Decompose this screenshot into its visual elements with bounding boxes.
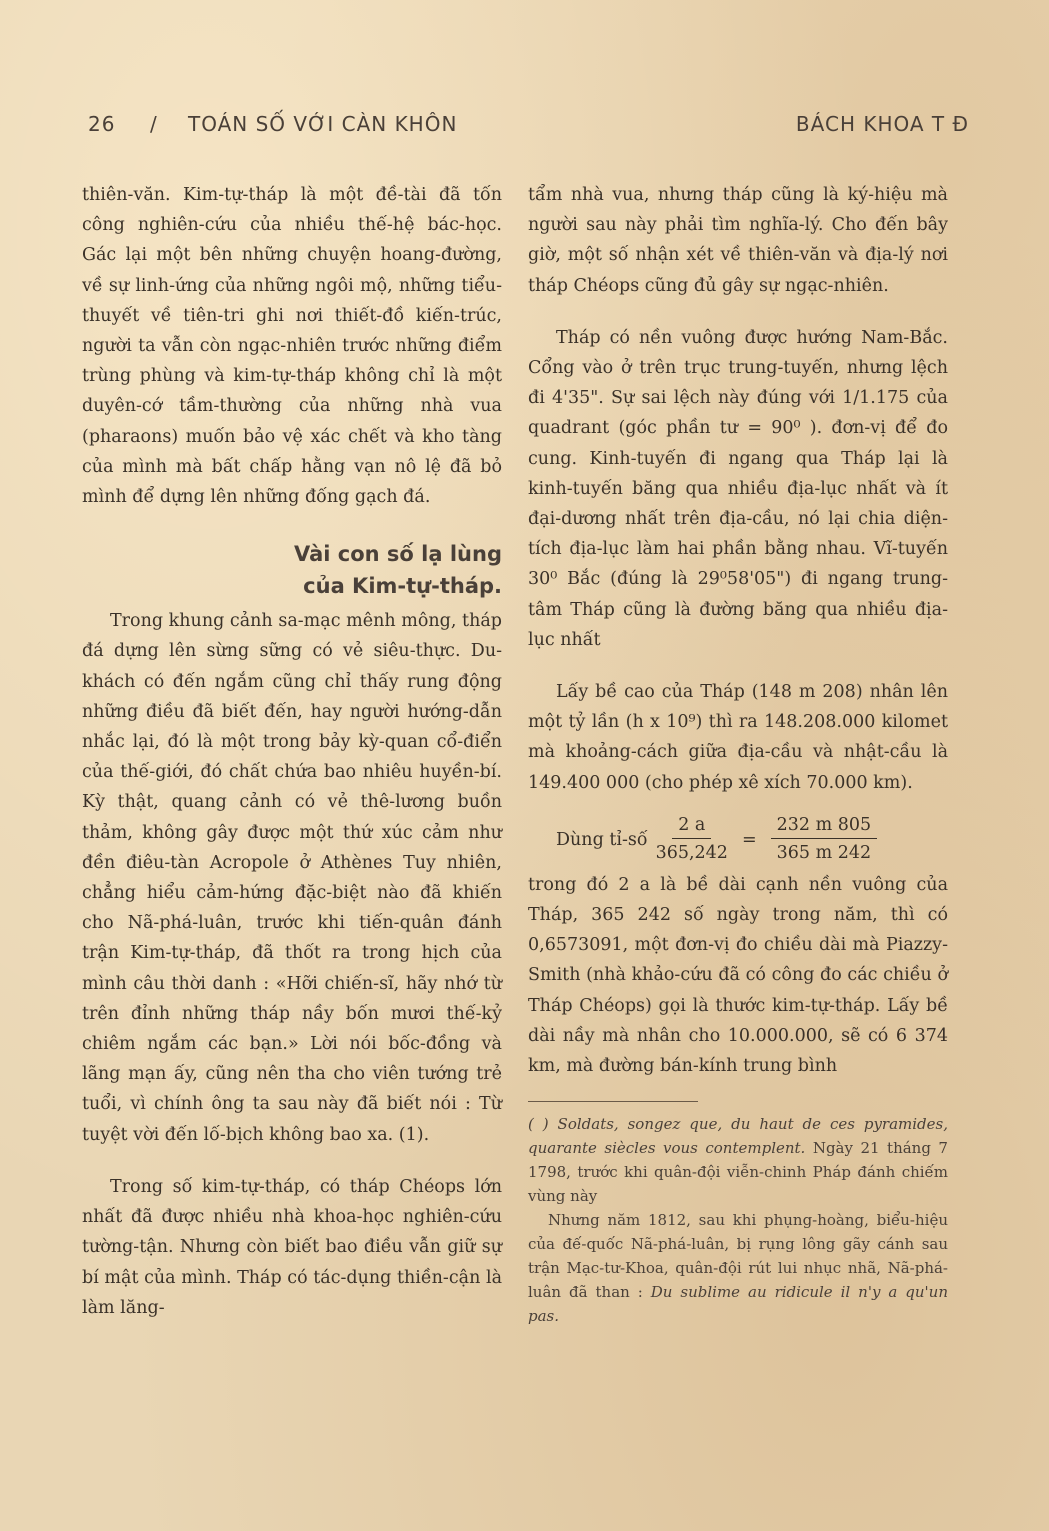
paragraph: tẩm nhà vua, nhưng tháp cũng là ký-hiệu mà người sau này phải tìm nghĩa-lý. Cho đến bây giờ, một số nhận xét về thiên-văn và địa-lý nơi tháp Chéops cũng đủ gây sự ngạc-nhiên. [528, 185, 948, 296]
fraction-right [771, 812, 878, 867]
page-header [88, 112, 969, 144]
header-separator: / [150, 112, 158, 136]
left-column [82, 180, 502, 1323]
section-heading [82, 538, 502, 602]
fraction-left [656, 812, 728, 867]
section-title: TOÁN SỐ VỚI CÀN KHÔN [188, 112, 458, 136]
footnote [528, 1208, 948, 1328]
fraction-numerator: 2 a [672, 812, 711, 839]
footnote-divider [528, 1101, 698, 1102]
paragraph: Lấy bề cao của Tháp (148 m 208) nhân lên một tỷ lần (h x 10⁹) thì ra 148.208.000 kilomet mà khoảng-cách giữa địa-cầu và nhật-cầu là 149.400 000 (cho phép xê xích 70.000 km). [528, 682, 948, 793]
page-number: 26 [88, 112, 116, 136]
ratio-formula [528, 810, 948, 870]
fraction-denominator: 365,242 [655, 843, 728, 864]
magazine-name: BÁCH KHOA T Đ [795, 112, 969, 136]
fraction-denominator: 365 m 242 [776, 843, 872, 864]
footnote-text: Nhưng năm 1812, sau khi phụng-hoàng, biểu-hiệu của đế-quốc Nã-phá-luân, bị rụng lông gãy cánh sau trận Mạc-tư-Khoa, quân-đội rút lui nhục nhã, Nã-phá-luân đã than : [528, 1211, 948, 1302]
paragraph: Trong khung cảnh sa-mạc mênh mông, tháp đá dựng lên sừng sững có vẻ siêu-thực. Du-khách có đến ngắm cũng chỉ thấy rung động những điều đã biết đến, hay người hướng-dẫn nhắc lại, đó là một trong bảy kỳ-quan cổ-điển của thế-giới, đó chất chứa bao nhiêu huyền-bí. Kỳ thật, quang cảnh có vẻ thê-lương buồn thảm, không gây được một thứ xúc cảm như đền điêu-tàn Acropole ở Athènes Tuy nhiên, chẳng hiểu cảm-hứng đặc-biệt nào đã khiến cho Nã-phá-luân, trước khi tiến-quân đánh trận Kim-tự-tháp, đã thốt ra trong hịch của mình câu thời danh : «Hỡi chiến-sĩ, hãy nhớ từ trên đỉnh những tháp nầy bốn mươi thế-kỷ chiêm ngắm các bạn.» Lời nói bốc-đồng và lãng mạn ấy, cũng nên tha cho viên tướng trẻ tuổi, vì chính ông ta sau này đã biết nói : Từ tuyệt vời đến lố-bịch không bao xa. (1). [82, 611, 502, 1145]
footnote [528, 1112, 948, 1208]
formula-label: Dùng tỉ-số [556, 829, 648, 850]
footnote-quote: ( ) Soldats, songez que, du haut de ces pyramides, quarante siècles vous contemplent. [528, 1115, 948, 1158]
right-column [528, 180, 948, 1328]
paragraph: trong đó 2 a là bề dài cạnh nền vuông của Tháp, 365 242 số ngày trong năm, thì có 0,6573091, một đơn-vị đo chiều dài mà Piazzy-Smith (nhà khảo-cứu đã có công đo các chiều ở Tháp Chéops) gọi là thước kim-tự-tháp. Lấy bề dài nầy mà nhân cho 10.000.000, sẽ có 6 374 km, mà đường bán-kính trung bình [528, 874, 948, 1077]
equals-sign: = [741, 829, 757, 850]
heading-line: Vài con số lạ lùng [294, 542, 502, 567]
footnote-text: Ngày 21 tháng 7 1798, trước khi quân-đội viễn-chinh Pháp đánh chiếm vùng này [528, 1139, 948, 1206]
paragraph: thiên-văn. Kim-tự-tháp là một đề-tài đã tốn công nghiên-cứu của nhiều thế-hệ bác-học. Gác lại một bên những chuyện hoang-đường, về sự linh-ứng của những ngôi mộ, những tiểu-thuyết về tiên-tri ghi nơi thiết-đồ kiến-trúc, người ta vẫn còn ngạc-nhiên trước những điểm trùng phùng và kim-tự-tháp không chỉ là một duyên-cớ tầm-thường của những nhà vua (pharaons) muốn bảo vệ xác chết và kho tàng của mình mà bất chấp hằng vạn nô lệ đã bỏ mình để dựng lên những đống gạch đá. [82, 185, 502, 508]
fraction-numerator: 232 m 805 [771, 812, 878, 839]
paragraph: Trong số kim-tự-tháp, có tháp Chéops lớn nhất đã được nhiều nhà khoa-học nghiên-cứu tường-tận. Nhưng còn biết bao điều vẫn giữ sự bí mật của mình. Tháp có tác-dụng thiền-cận là làm lăng- [82, 1176, 502, 1318]
heading-line: của Kim-tự-tháp. [303, 574, 502, 599]
paragraph: Tháp có nền vuông được hướng Nam-Bắc. Cổng vào ở trên trục trung-tuyến, nhưng lệch đi 4'35". Sự sai lệch này đúng với 1/1.175 của quadrant (góc phần tư = 90⁰ ). đơn-vị để đo cung. Kinh-tuyến đi ngang qua Tháp lại là kinh-tuyến băng qua nhiều địa-lục nhất và ít đại-dương nhất trên địa-cầu, nó lại chia diện-tích địa-lục làm hai phần bằng nhau. Vĩ-tuyến 30⁰ Bắc (đúng là 29⁰58'05") đi ngang trung-tâm Tháp cũng là đường băng qua nhiều địa-lục nhất [528, 327, 948, 650]
footnote-quote: Du sublime au ridicule il n'y a qu'un pas. [528, 1283, 948, 1326]
